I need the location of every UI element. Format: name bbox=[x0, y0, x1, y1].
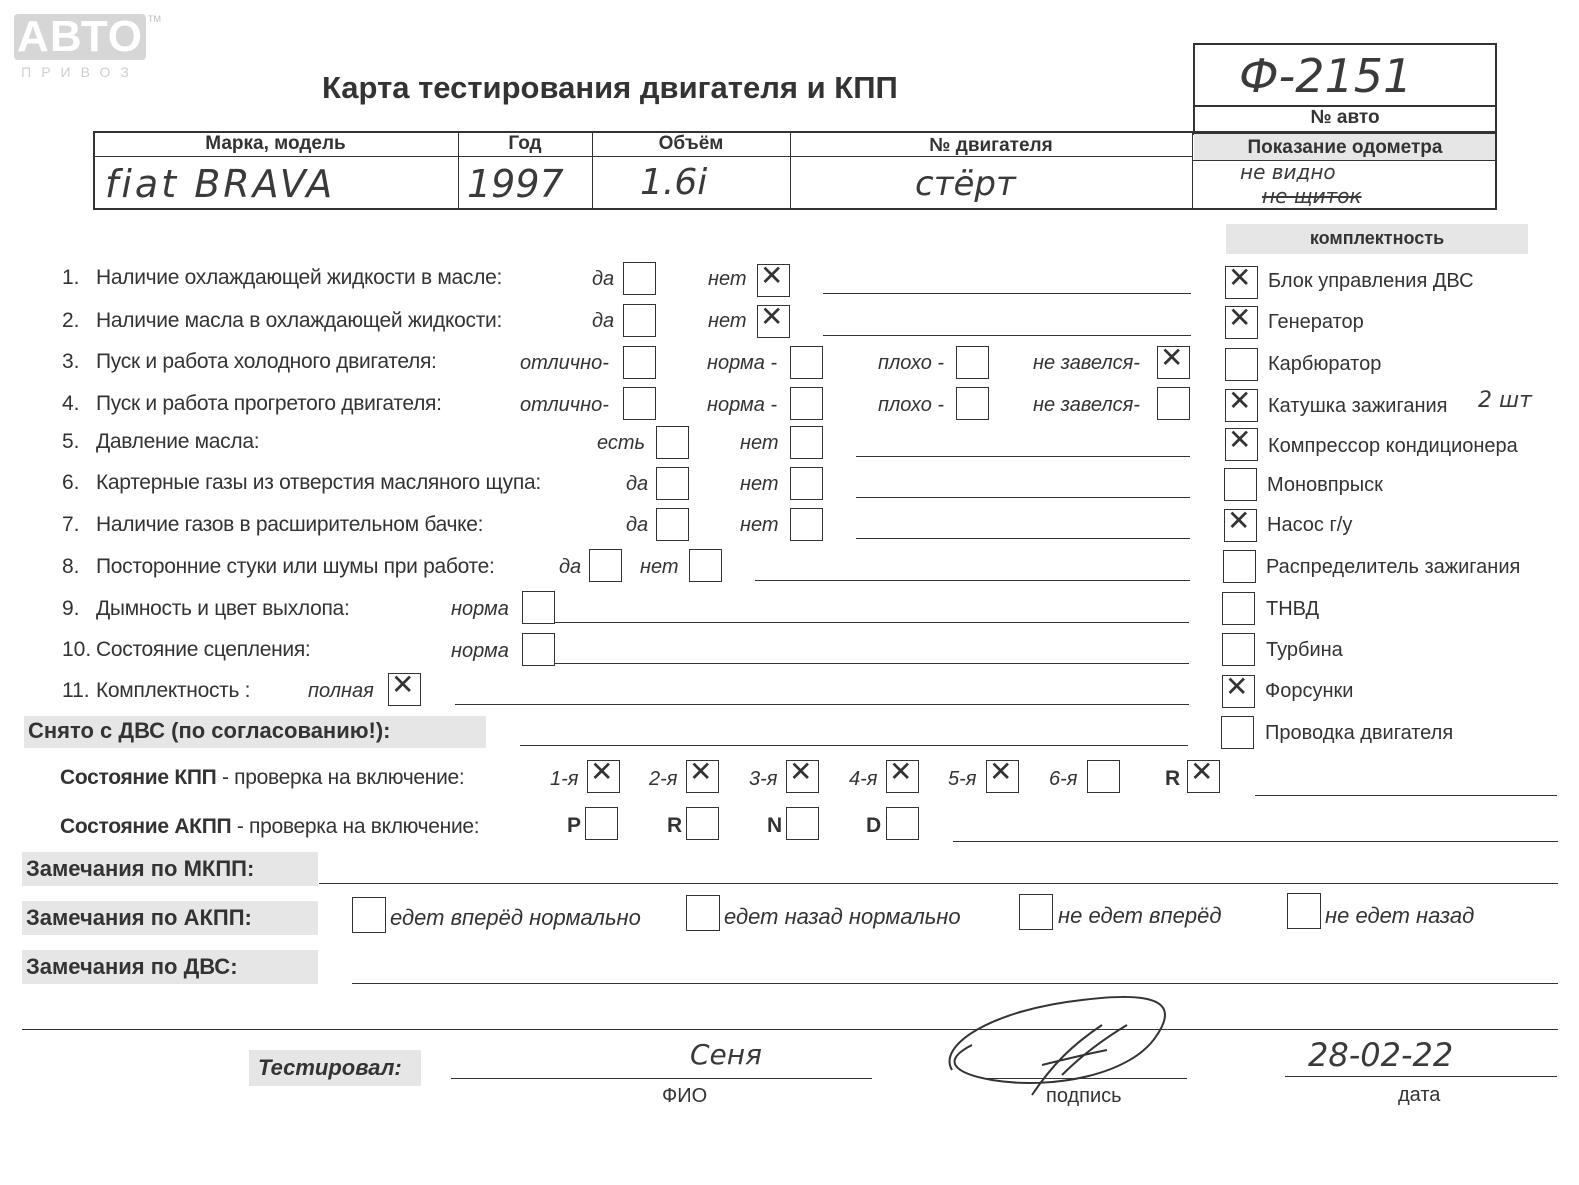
kpp-label-rest: - проверка на включение: bbox=[216, 766, 465, 789]
comp-ecu-checkbox[interactable] bbox=[1225, 261, 1258, 299]
comp-pump-checkbox[interactable] bbox=[1224, 504, 1257, 542]
q6-da-checkbox[interactable] bbox=[656, 467, 689, 500]
q8-da-label: да bbox=[559, 556, 582, 578]
check-mark-icon: ✕ bbox=[391, 668, 415, 701]
check-mark-icon: ✕ bbox=[1228, 384, 1252, 417]
comp-carburetor-checkbox[interactable] bbox=[1225, 348, 1258, 381]
q1-net-checkbox[interactable] bbox=[757, 259, 790, 297]
akpp-no-back-label: не едет назад bbox=[1325, 903, 1475, 928]
auto-no-box bbox=[1193, 43, 1497, 107]
q7-da-checkbox[interactable] bbox=[656, 508, 689, 541]
check-mark-icon: ✕ bbox=[989, 755, 1013, 788]
gear-2-label: 2-я bbox=[649, 768, 678, 790]
gear-5-checkbox[interactable] bbox=[986, 755, 1019, 793]
volume-header: Объём bbox=[658, 133, 724, 154]
q3-ploho-checkbox[interactable] bbox=[956, 346, 989, 379]
check-mark-icon: ✕ bbox=[1228, 423, 1252, 456]
q1-da-label: да bbox=[592, 268, 615, 290]
q1-da-checkbox[interactable] bbox=[623, 262, 656, 295]
akpp-back-ok-label: едет назад нормально bbox=[724, 904, 961, 929]
komplekt-header: комплектность bbox=[1309, 228, 1445, 248]
akpp-forward-ok-checkbox[interactable] bbox=[352, 897, 386, 933]
volume-value: 1.6i bbox=[640, 162, 708, 203]
gear-3-checkbox[interactable] bbox=[786, 755, 819, 793]
q4-ploho-label: плохо - bbox=[878, 394, 945, 416]
mode-p-checkbox[interactable] bbox=[585, 807, 618, 840]
comp-ecu-label: Блок управления ДВС bbox=[1268, 270, 1474, 292]
q2-net-checkbox[interactable] bbox=[757, 300, 790, 338]
year-header: Год bbox=[508, 133, 542, 154]
q3-norma-checkbox[interactable] bbox=[790, 346, 823, 379]
q3-norma-label: норма - bbox=[707, 352, 778, 374]
q5-est-checkbox[interactable] bbox=[656, 426, 689, 459]
q3-ne-zavelsya-checkbox[interactable] bbox=[1157, 341, 1190, 379]
gear-2-checkbox[interactable] bbox=[686, 755, 719, 793]
gear-6-label: 6-я bbox=[1049, 768, 1078, 790]
q9-num: 9. bbox=[62, 597, 80, 620]
check-mark-icon: ✕ bbox=[1160, 341, 1184, 374]
mode-d-checkbox[interactable] bbox=[886, 807, 919, 840]
gear-5-label: 5-я bbox=[948, 768, 977, 790]
q2-text: Наличие масла в охлаждающей жидкости: bbox=[96, 309, 502, 332]
q6-text: Картерные газы из отверстия масляного щупа: bbox=[96, 471, 541, 494]
odometer-header: Показание одометра bbox=[1247, 137, 1443, 158]
q3-ne-zavelsya-label: не завелся- bbox=[1033, 352, 1140, 374]
q7-net-label: нет bbox=[740, 514, 779, 536]
q2-da-checkbox[interactable] bbox=[623, 304, 656, 337]
q9-text: Дымность и цвет выхлопа: bbox=[96, 597, 350, 620]
akpp-no-back-checkbox[interactable] bbox=[1287, 893, 1321, 929]
q7-da-label: да bbox=[626, 514, 649, 536]
comp-distributor-checkbox[interactable] bbox=[1223, 550, 1256, 583]
q10-text: Состояние сцепления: bbox=[96, 638, 311, 661]
fio-value: Сеня bbox=[690, 1038, 762, 1071]
logo-tm: TM bbox=[148, 14, 161, 24]
q11-num: 11. bbox=[62, 679, 90, 702]
year-value: 1997 bbox=[467, 162, 564, 206]
logo-sub: ПРИВОЗ bbox=[21, 64, 139, 80]
q5-num: 5. bbox=[62, 430, 80, 453]
comp-wiring-label: Проводка двигателя bbox=[1265, 722, 1454, 744]
logo bbox=[14, 12, 161, 84]
akpp-label-rest: - проверка на включение: bbox=[231, 815, 480, 838]
page-title: Карта тестирования двигателя и КПП bbox=[322, 70, 898, 105]
comp-pump-label: Насос г/у bbox=[1267, 514, 1353, 536]
kpp-label bbox=[60, 766, 464, 790]
comp-turbine-label: Турбина bbox=[1266, 639, 1343, 661]
q4-ne-zavelsya-checkbox[interactable] bbox=[1157, 387, 1190, 420]
q5-net-label: нет bbox=[740, 432, 779, 454]
q1-text: Наличие охлаждающей жидкости в масле: bbox=[96, 266, 502, 289]
q7-text: Наличие газов в расширительном бачке: bbox=[96, 513, 484, 536]
comp-ignition-coil-label: Катушка зажигания bbox=[1268, 395, 1448, 417]
gear-r-checkbox[interactable] bbox=[1187, 755, 1220, 793]
brand-value: fiat BRAVA bbox=[105, 162, 336, 206]
q11-polnaya-label: полная bbox=[308, 680, 374, 702]
mkpp-notes-label: Замечания по МКПП: bbox=[26, 856, 255, 881]
comp-generator-label: Генератор bbox=[1268, 311, 1364, 333]
check-mark-icon: ✕ bbox=[689, 755, 713, 788]
q11-polnaya-checkbox[interactable] bbox=[388, 668, 421, 706]
comp-ignition-coil-checkbox[interactable] bbox=[1225, 384, 1258, 422]
q2-da-label: да bbox=[592, 310, 615, 332]
mode-r-label: R bbox=[667, 814, 683, 837]
check-mark-icon: ✕ bbox=[590, 755, 614, 788]
akpp-notes-label: Замечания по АКПП: bbox=[26, 905, 252, 930]
comp-injectors-checkbox[interactable] bbox=[1222, 670, 1255, 708]
date-label: дата bbox=[1398, 1084, 1441, 1106]
q10-num: 10. bbox=[62, 638, 92, 661]
akpp-forward-ok-label: едет вперёд нормально bbox=[390, 905, 641, 930]
gear-1-label: 1-я bbox=[550, 768, 579, 790]
mode-p-label: P bbox=[567, 814, 582, 837]
q4-otlichno-label: отлично- bbox=[520, 394, 609, 416]
q6-net-checkbox[interactable] bbox=[790, 467, 823, 500]
removed-label: Снято с ДВС (по согласованию!): bbox=[28, 718, 391, 743]
akpp-back-ok-checkbox[interactable] bbox=[686, 895, 720, 931]
mode-d-label: D bbox=[866, 814, 882, 837]
check-mark-icon: ✕ bbox=[1228, 301, 1252, 334]
q3-num: 3. bbox=[62, 350, 80, 373]
check-mark-icon: ✕ bbox=[1228, 261, 1252, 294]
akpp-no-forward-checkbox[interactable] bbox=[1019, 894, 1053, 930]
check-mark-icon: ✕ bbox=[789, 755, 813, 788]
q2-num: 2. bbox=[62, 309, 80, 332]
tested-label: Тестировал: bbox=[258, 1055, 402, 1080]
check-mark-icon: ✕ bbox=[889, 755, 913, 788]
comp-tnvd-checkbox[interactable] bbox=[1222, 592, 1255, 625]
q3-text: Пуск и работа холодного двигателя: bbox=[96, 350, 437, 373]
comp-tnvd-label: ТНВД bbox=[1266, 598, 1320, 620]
q3-otlichno-checkbox[interactable] bbox=[623, 346, 656, 379]
q7-num: 7. bbox=[62, 513, 80, 536]
q8-text: Посторонние стуки или шумы при работе: bbox=[96, 555, 495, 578]
comp-distributor-label: Распределитель зажигания bbox=[1266, 556, 1521, 578]
fio-label: ФИО bbox=[662, 1085, 708, 1107]
q8-net-checkbox[interactable] bbox=[689, 549, 722, 582]
mode-r-checkbox[interactable] bbox=[686, 807, 719, 840]
auto-no-value: Ф-2151 bbox=[1239, 49, 1413, 103]
comp-generator-checkbox[interactable] bbox=[1225, 301, 1258, 339]
q5-text: Давление масла: bbox=[96, 430, 260, 453]
q4-text: Пуск и работа прогретого двигателя: bbox=[96, 392, 442, 415]
q8-num: 8. bbox=[62, 555, 80, 578]
gear-3-label: 3-я bbox=[749, 768, 778, 790]
ignition-note: 2 шт bbox=[1478, 388, 1532, 413]
brand-header: Марка, модель bbox=[205, 133, 346, 154]
q1-num: 1. bbox=[62, 266, 80, 289]
q5-net-checkbox[interactable] bbox=[790, 426, 823, 459]
check-mark-icon: ✕ bbox=[1190, 755, 1214, 788]
gear-1-checkbox[interactable] bbox=[587, 755, 620, 793]
q6-net-label: нет bbox=[740, 473, 779, 495]
comp-monoinjection-checkbox[interactable] bbox=[1224, 468, 1257, 501]
q9-norma-label: норма bbox=[451, 598, 509, 620]
akpp-no-forward-label: не едет вперёд bbox=[1058, 903, 1222, 928]
gear-6-checkbox[interactable] bbox=[1087, 760, 1120, 793]
q2-net-label: нет bbox=[708, 310, 747, 332]
q10-norma-label: норма bbox=[451, 640, 509, 662]
dvs-notes-label: Замечания по ДВС: bbox=[26, 954, 238, 979]
q9-norma-checkbox[interactable] bbox=[522, 591, 555, 624]
q8-da-checkbox[interactable] bbox=[589, 549, 622, 582]
q11-text: Комплектность : bbox=[96, 679, 251, 702]
podpis-label: подпись bbox=[1046, 1085, 1122, 1107]
date-value: 28-02-22 bbox=[1308, 1036, 1454, 1074]
q4-ne-zavelsya-label: не завелся- bbox=[1033, 394, 1140, 416]
comp-carburetor-label: Карбюратор bbox=[1268, 353, 1382, 375]
q4-otlichno-checkbox[interactable] bbox=[623, 387, 656, 420]
q10-norma-checkbox[interactable] bbox=[522, 633, 555, 666]
q4-num: 4. bbox=[62, 392, 80, 415]
akpp-label bbox=[60, 815, 479, 839]
q4-norma-label: норма - bbox=[707, 394, 778, 416]
mode-n-label: N bbox=[767, 814, 783, 837]
mode-n-checkbox[interactable] bbox=[786, 807, 819, 840]
comp-wiring-checkbox[interactable] bbox=[1221, 716, 1254, 749]
check-mark-icon: ✕ bbox=[760, 300, 784, 333]
q4-ploho-checkbox[interactable] bbox=[956, 387, 989, 420]
gear-r-label: R bbox=[1165, 767, 1181, 790]
logo-main: АВТО bbox=[14, 14, 146, 60]
comp-ac-compressor-label: Компрессор кондиционера bbox=[1268, 435, 1518, 457]
q4-norma-checkbox[interactable] bbox=[790, 387, 823, 420]
gear-4-label: 4-я bbox=[849, 768, 878, 790]
q8-net-label: нет bbox=[640, 556, 679, 578]
odometer-value-1: не видно bbox=[1240, 160, 1336, 184]
q6-da-label: да bbox=[626, 473, 649, 495]
q3-ploho-label: плохо - bbox=[878, 352, 945, 374]
odometer-value-2: не щиток bbox=[1262, 184, 1362, 208]
check-mark-icon: ✕ bbox=[760, 259, 784, 292]
auto-no-label: № авто bbox=[1310, 107, 1380, 128]
comp-turbine-checkbox[interactable] bbox=[1222, 633, 1255, 666]
q6-num: 6. bbox=[62, 471, 80, 494]
check-mark-icon: ✕ bbox=[1225, 670, 1249, 703]
comp-ac-compressor-checkbox[interactable] bbox=[1225, 423, 1258, 461]
akpp-label-bold: Состояние АКПП bbox=[60, 815, 232, 838]
comp-monoinjection-label: Моновпрыск bbox=[1267, 474, 1383, 496]
q1-net-label: нет bbox=[708, 268, 747, 290]
q5-est-label: есть bbox=[597, 432, 646, 454]
q7-net-checkbox[interactable] bbox=[790, 508, 823, 541]
comp-injectors-label: Форсунки bbox=[1265, 680, 1354, 702]
kpp-label-bold: Состояние КПП bbox=[60, 766, 217, 789]
q3-otlichno-label: отлично- bbox=[520, 352, 609, 374]
engine-value: стёрт bbox=[915, 164, 1016, 204]
engine-header: № двигателя bbox=[929, 135, 1053, 156]
gear-4-checkbox[interactable] bbox=[886, 755, 919, 793]
check-mark-icon: ✕ bbox=[1227, 504, 1251, 537]
